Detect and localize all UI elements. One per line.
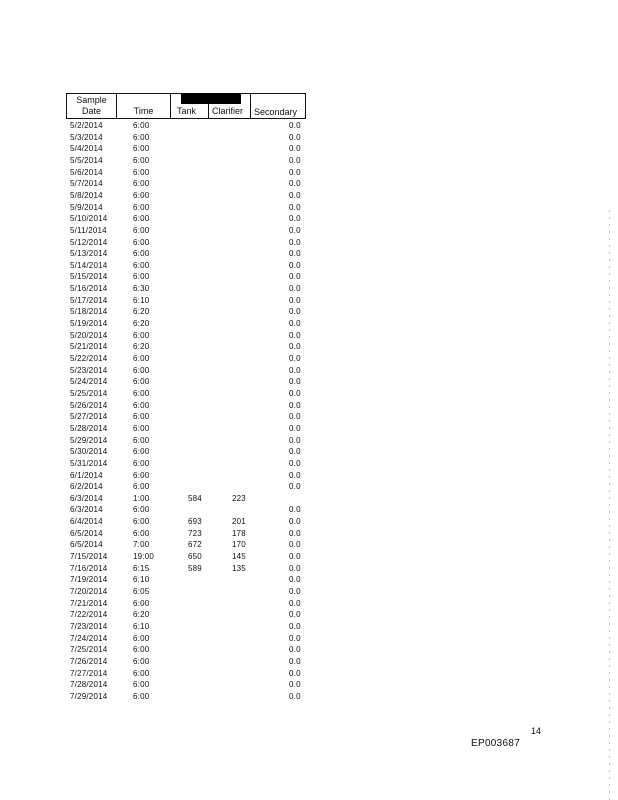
cell-secondary: 0.0: [289, 656, 301, 666]
cell-date: 5/17/2014: [70, 295, 108, 305]
cell-secondary: 0.0: [289, 272, 301, 282]
cell-time: 6:00: [133, 132, 150, 142]
cell-time: 6:00: [133, 121, 150, 130]
cell-secondary: 0.0: [289, 470, 301, 480]
table-row: [0, 669, 618, 680]
table-row: [0, 552, 618, 563]
cell-time: 6:00: [133, 354, 150, 363]
table-row: [0, 156, 618, 167]
cell-time: 6:00: [133, 470, 150, 480]
cell-date: 5/31/2014: [70, 458, 108, 468]
header-clarifier-label: Clarifier: [212, 106, 244, 116]
cell-secondary: 0.0: [289, 214, 301, 224]
cell-time: 6:00: [133, 447, 150, 457]
cell-clarifier: 223: [232, 493, 246, 503]
table-row: [0, 203, 618, 214]
cell-date: 5/21/2014: [70, 342, 108, 352]
cell-clarifier: 201: [232, 517, 246, 527]
cell-time: 6:20: [133, 610, 150, 620]
cell-time: 6:00: [133, 598, 150, 608]
cell-tank: 672: [188, 540, 202, 550]
cell-secondary: 0.0: [289, 621, 301, 631]
table-row: [0, 622, 618, 633]
cell-secondary: 0.0: [289, 319, 301, 329]
cell-date: 7/22/2014: [70, 610, 108, 620]
cell-secondary: 0.0: [289, 691, 301, 701]
table-row: [0, 424, 618, 435]
cell-clarifier: 178: [232, 528, 246, 538]
cell-secondary: 0.0: [289, 202, 301, 212]
cell-date: 5/20/2014: [70, 330, 108, 340]
cell-secondary: 0.0: [289, 377, 301, 387]
table-row: [0, 296, 618, 307]
table-row: [0, 238, 618, 249]
cell-date: 7/25/2014: [70, 645, 108, 655]
cell-secondary: 0.0: [289, 505, 301, 515]
cell-date: 6/1/2014: [70, 470, 103, 480]
cell-time: 6:00: [133, 377, 150, 387]
table-row: [0, 401, 618, 412]
table-row: [0, 307, 618, 318]
cell-date: 5/13/2014: [70, 249, 108, 259]
cell-secondary: 0.0: [289, 598, 301, 608]
cell-time: 6:00: [133, 435, 150, 445]
cell-date: 5/15/2014: [70, 272, 108, 282]
page-number: 14: [531, 726, 542, 736]
table-row: [0, 529, 618, 540]
table-row: [0, 645, 618, 656]
header-sample-date-line2: Date: [81, 106, 101, 116]
cell-time: 19:00: [133, 552, 155, 562]
header-tank-label: Tank: [177, 106, 197, 116]
cell-secondary: 0.0: [289, 587, 301, 596]
cell-time: 7:00: [133, 540, 150, 550]
bates-number: EP003687: [471, 738, 521, 749]
cell-time: 6:00: [133, 225, 150, 235]
cell-secondary: 0.0: [289, 190, 301, 200]
cell-date: 6/5/2014: [70, 540, 103, 550]
cell-time: 6:00: [133, 365, 150, 375]
cell-date: 7/20/2014: [70, 587, 108, 596]
cell-date: 5/10/2014: [70, 214, 108, 224]
header-time: [117, 94, 171, 118]
cell-time: 6:00: [133, 179, 150, 189]
cell-time: 6:00: [133, 272, 150, 282]
cell-time: 6:00: [133, 237, 150, 247]
cell-date: 7/19/2014: [70, 575, 108, 585]
cell-secondary: 0.0: [289, 330, 301, 340]
cell-date: 5/5/2014: [70, 155, 103, 165]
cell-secondary: 0.0: [289, 563, 301, 573]
cell-time: 6:00: [133, 260, 150, 270]
cell-date: 5/2/2014: [70, 121, 103, 130]
cell-date: 7/23/2014: [70, 621, 108, 631]
cell-time: 6:00: [133, 645, 150, 655]
cell-time: 6:00: [133, 633, 150, 643]
header-time-label: Time: [133, 106, 154, 116]
cell-time: 6:00: [133, 388, 150, 398]
table-row: [0, 284, 618, 295]
cell-date: 5/22/2014: [70, 354, 108, 363]
cell-time: 6:00: [133, 517, 150, 527]
table-row: [0, 482, 618, 493]
cell-tank: 584: [188, 493, 202, 503]
cell-secondary: 0.0: [289, 423, 301, 433]
table-row: [0, 610, 618, 621]
cell-date: 6/3/2014: [70, 505, 103, 515]
cell-secondary: 0.0: [289, 680, 301, 690]
cell-time: 6:00: [133, 249, 150, 259]
table-row: [0, 342, 618, 353]
cell-secondary: 0.0: [289, 412, 301, 422]
cell-secondary: 0.0: [289, 225, 301, 235]
table-row: [0, 354, 618, 365]
cell-time: 6:00: [133, 668, 150, 678]
cell-secondary: 0.0: [289, 540, 301, 550]
cell-date: 5/26/2014: [70, 400, 108, 410]
cell-time: 1:00: [133, 493, 150, 503]
table-row: [0, 377, 618, 388]
cell-time: 6:20: [133, 319, 150, 329]
table-row: [0, 226, 618, 237]
table-row: [0, 133, 618, 144]
cell-secondary: 0.0: [289, 610, 301, 620]
cell-date: 5/27/2014: [70, 412, 108, 422]
cell-date: 5/18/2014: [70, 307, 108, 317]
cell-date: 6/3/2014: [70, 493, 103, 503]
cell-date: 5/3/2014: [70, 132, 103, 142]
cell-date: 7/26/2014: [70, 656, 108, 666]
cell-time: 6:00: [133, 167, 150, 177]
cell-secondary: 0.0: [289, 284, 301, 294]
cell-date: 5/28/2014: [70, 423, 108, 433]
cell-secondary: 0.0: [289, 167, 301, 177]
table-row: [0, 634, 618, 645]
redaction-bar: [181, 93, 241, 104]
table-row: [0, 261, 618, 272]
table-row: [0, 575, 618, 586]
cell-time: 6:20: [133, 342, 150, 352]
cell-secondary: 0.0: [289, 295, 301, 305]
cell-date: 5/12/2014: [70, 237, 108, 247]
cell-date: 5/6/2014: [70, 167, 103, 177]
cell-secondary: 0.0: [289, 458, 301, 468]
cell-tank: 589: [188, 563, 202, 573]
table-row: [0, 191, 618, 202]
cell-tank: 650: [188, 552, 202, 562]
table-row: [0, 587, 618, 598]
table-row: [0, 121, 618, 132]
table-row: [0, 214, 618, 225]
cell-time: 6:00: [133, 423, 150, 433]
cell-secondary: 0.0: [289, 575, 301, 585]
table-row: [0, 599, 618, 610]
cell-date: 7/15/2014: [70, 552, 108, 562]
table-row: [0, 366, 618, 377]
cell-time: 6:10: [133, 621, 150, 631]
table-row: [0, 494, 618, 505]
table-row: [0, 459, 618, 470]
cell-secondary: 0.0: [289, 400, 301, 410]
table-row: [0, 447, 618, 458]
cell-time: 6:05: [133, 587, 150, 596]
cell-time: 6:00: [133, 400, 150, 410]
cell-clarifier: 135: [232, 563, 246, 573]
cell-date: 5/19/2014: [70, 319, 108, 329]
table-row: [0, 319, 618, 330]
cell-time: 6:00: [133, 528, 150, 538]
header-sample-date-line1: Sample: [76, 95, 107, 105]
cell-time: 6:00: [133, 144, 150, 154]
table-row: [0, 249, 618, 260]
cell-date: 5/7/2014: [70, 179, 103, 189]
header-sample-date: [67, 94, 117, 118]
cell-secondary: 0.0: [289, 260, 301, 270]
cell-date: 7/29/2014: [70, 691, 108, 701]
cell-time: 6:00: [133, 691, 150, 701]
cell-date: 7/27/2014: [70, 668, 108, 678]
cell-date: 7/21/2014: [70, 598, 108, 608]
table-row: [0, 657, 618, 668]
cell-date: 5/4/2014: [70, 144, 103, 154]
cell-secondary: 0.0: [289, 121, 301, 130]
cell-secondary: 0.0: [289, 365, 301, 375]
table-row: [0, 179, 618, 190]
cell-date: 7/28/2014: [70, 680, 108, 690]
cell-time: 6:00: [133, 155, 150, 165]
cell-secondary: 0.0: [289, 517, 301, 527]
table-row: [0, 680, 618, 691]
table-row: [0, 168, 618, 179]
table-row: [0, 505, 618, 516]
cell-time: 6:10: [133, 295, 150, 305]
table-row: [0, 692, 618, 703]
cell-time: 6:00: [133, 656, 150, 666]
table-row: [0, 272, 618, 283]
cell-secondary: 0.0: [289, 307, 301, 317]
cell-secondary: 0.0: [289, 633, 301, 643]
cell-secondary: 0.0: [289, 179, 301, 189]
table-row: [0, 412, 618, 423]
cell-secondary: 0.0: [289, 645, 301, 655]
cell-time: 6:15: [133, 563, 150, 573]
cell-time: 6:00: [133, 505, 150, 515]
cell-date: 6/2/2014: [70, 482, 103, 492]
table-row: [0, 389, 618, 400]
header-secondary-label: Secondary: [254, 107, 298, 117]
table-row: [0, 564, 618, 575]
cell-date: 6/5/2014: [70, 528, 103, 538]
cell-time: 6:00: [133, 680, 150, 690]
cell-secondary: 0.0: [289, 388, 301, 398]
cell-secondary: 0.0: [289, 249, 301, 259]
cell-time: 6:10: [133, 575, 150, 585]
cell-secondary: 0.0: [289, 237, 301, 247]
cell-secondary: 0.0: [289, 342, 301, 352]
cell-tank: 723: [188, 528, 202, 538]
cell-time: 6:30: [133, 284, 150, 294]
cell-time: 6:00: [133, 330, 150, 340]
cell-secondary: 0.0: [289, 528, 301, 538]
table-row: [0, 540, 618, 551]
cell-time: 6:00: [133, 214, 150, 224]
cell-time: 6:00: [133, 458, 150, 468]
table-row: [0, 517, 618, 528]
cell-time: 6:00: [133, 202, 150, 212]
header-secondary: [251, 94, 305, 118]
cell-date: 5/14/2014: [70, 260, 108, 270]
cell-date: 6/4/2014: [70, 517, 103, 527]
table-row: [0, 471, 618, 482]
cell-secondary: 0.0: [289, 435, 301, 445]
cell-secondary: 0.0: [289, 668, 301, 678]
cell-tank: 693: [188, 517, 202, 527]
cell-date: 5/29/2014: [70, 435, 108, 445]
table-row: [0, 436, 618, 447]
cell-time: 6:00: [133, 412, 150, 422]
cell-secondary: 0.0: [289, 552, 301, 562]
cell-date: 5/8/2014: [70, 190, 103, 200]
cell-date: 5/24/2014: [70, 377, 108, 387]
cell-date: 5/30/2014: [70, 447, 108, 457]
cell-date: 5/11/2014: [70, 225, 107, 235]
cell-time: 6:20: [133, 307, 150, 317]
cell-clarifier: 170: [232, 540, 246, 550]
cell-date: 5/23/2014: [70, 365, 108, 375]
cell-date: 7/24/2014: [70, 633, 108, 643]
cell-time: 6:00: [133, 190, 150, 200]
cell-clarifier: 145: [232, 552, 246, 562]
cell-date: 7/16/2014: [70, 563, 108, 573]
cell-date: 5/9/2014: [70, 202, 103, 212]
table-row: [0, 144, 618, 155]
cell-secondary: 0.0: [289, 132, 301, 142]
cell-secondary: 0.0: [289, 354, 301, 363]
table-row: [0, 331, 618, 342]
cell-secondary: 0.0: [289, 155, 301, 165]
cell-secondary: 0.0: [289, 482, 301, 492]
cell-date: 5/16/2014: [70, 284, 108, 294]
scan-edge-marks: [609, 210, 610, 800]
cell-secondary: 0.0: [289, 447, 301, 457]
cell-date: 5/25/2014: [70, 388, 108, 398]
cell-secondary: 0.0: [289, 144, 301, 154]
cell-time: 6:00: [133, 482, 150, 492]
